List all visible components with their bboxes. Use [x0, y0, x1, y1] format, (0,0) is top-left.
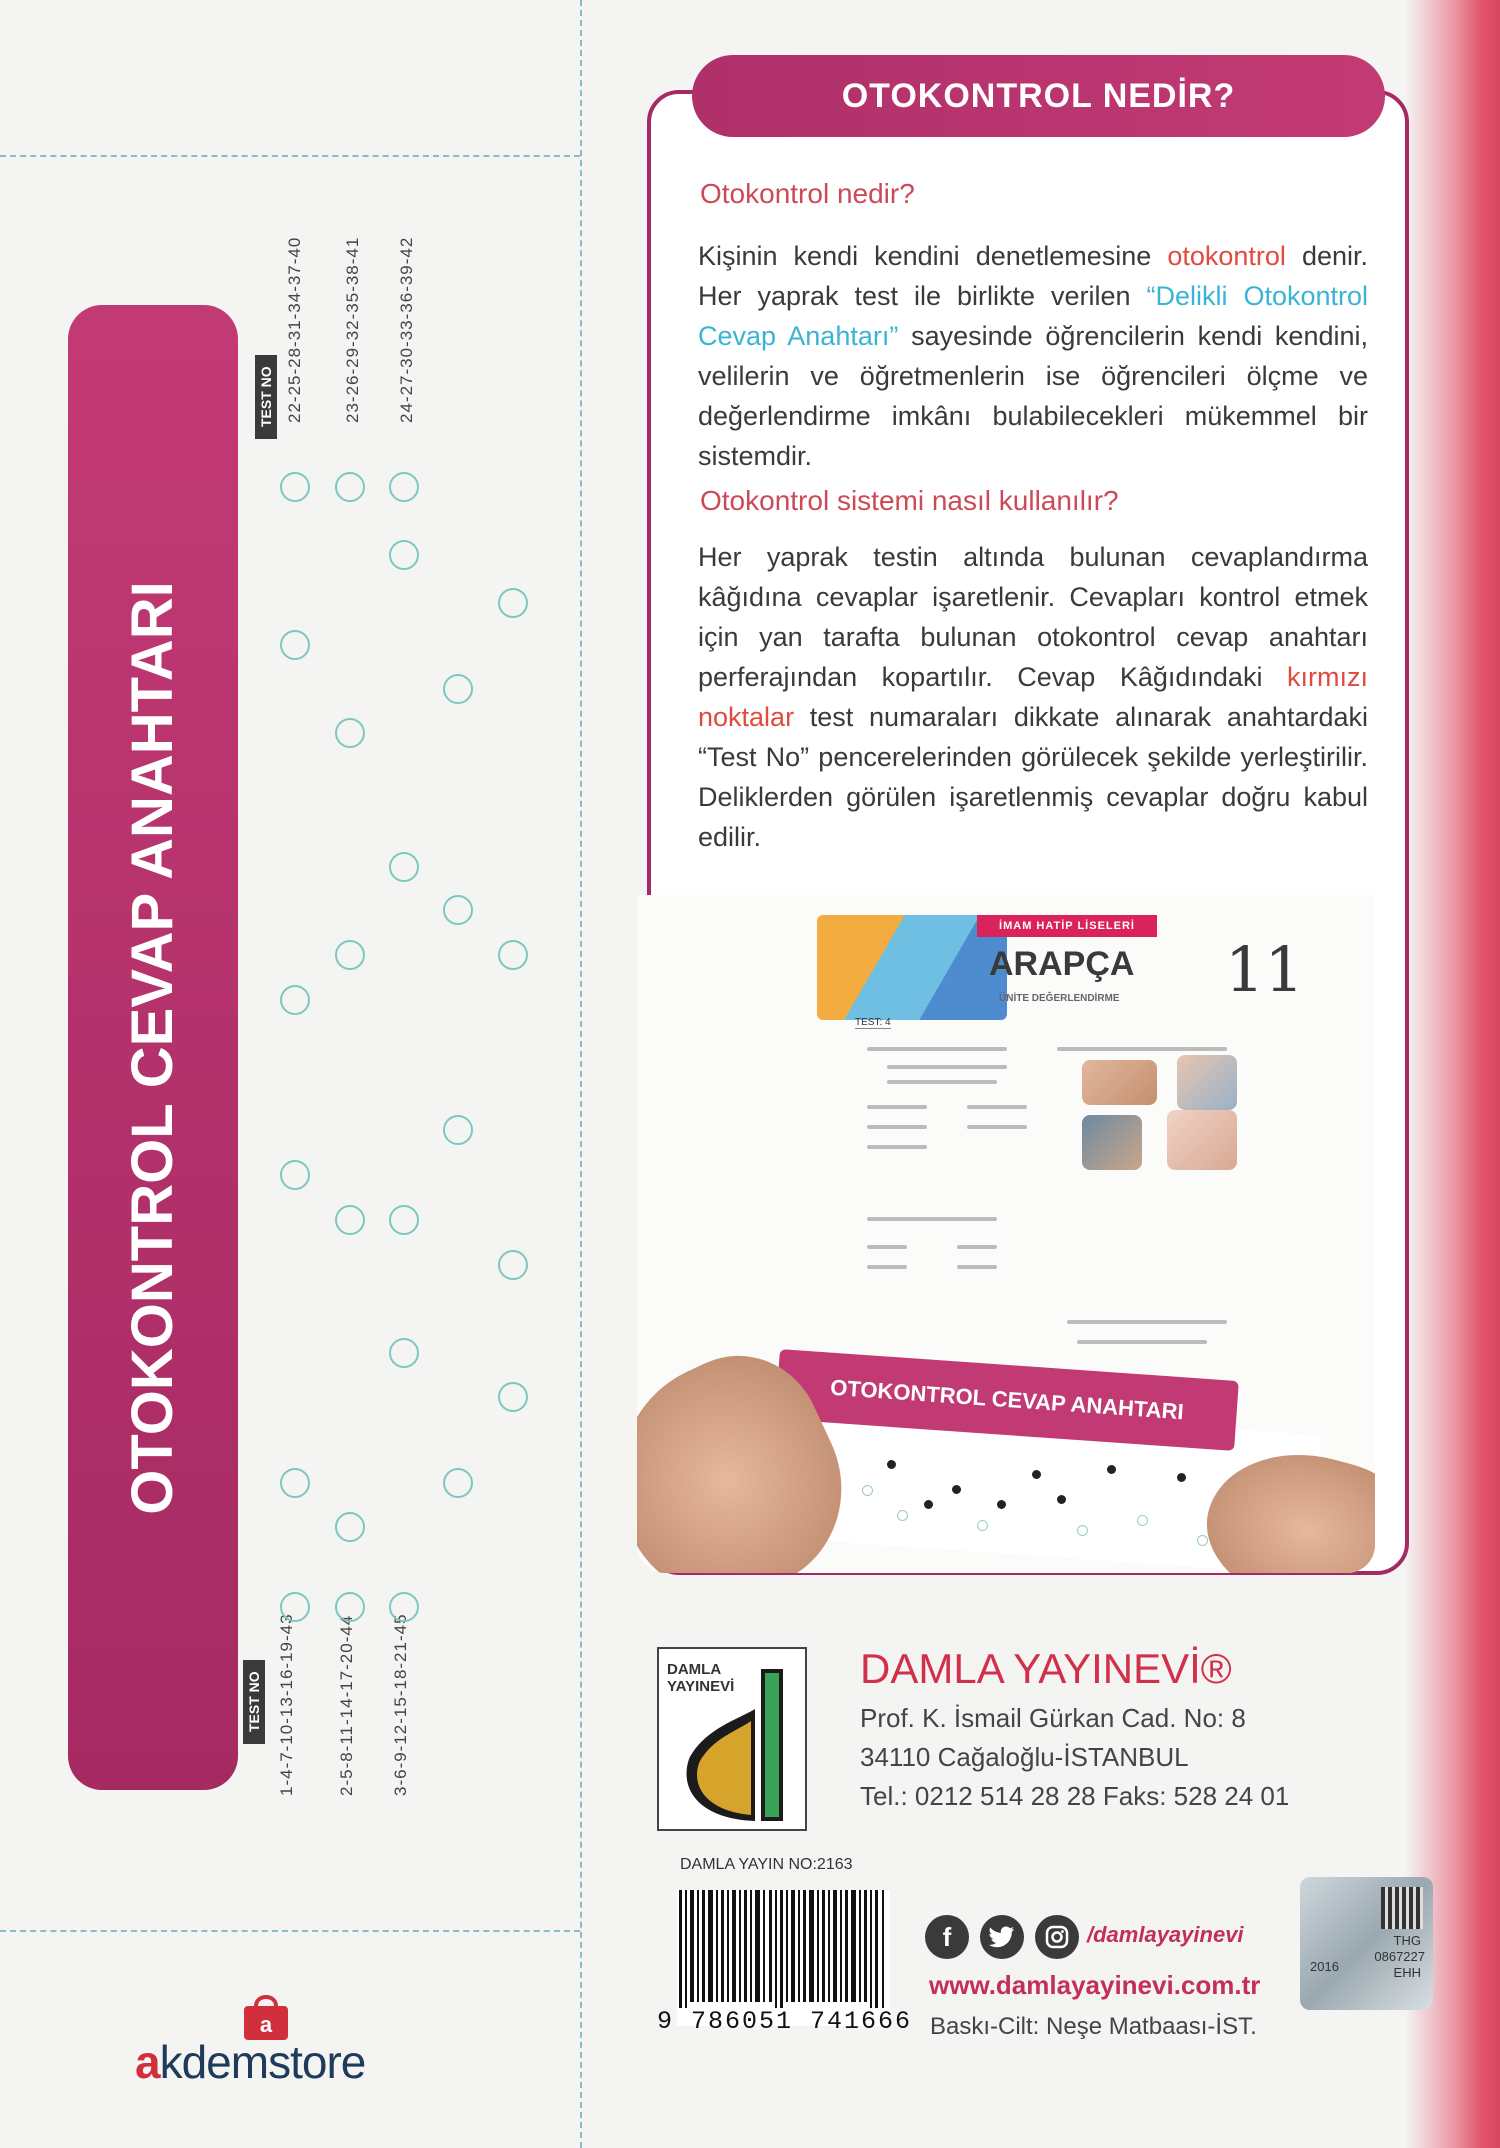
facebook-icon[interactable]: f — [925, 1915, 969, 1959]
empty-hole — [897, 1510, 908, 1521]
publication-number: DAMLA YAYIN NO:2163 — [680, 1856, 853, 1873]
option-line — [867, 1105, 927, 1109]
publisher-phone: Tel.: 0212 514 28 28 Faks: 528 24 01 — [860, 1781, 1290, 1811]
marked-answer-dot — [1177, 1473, 1186, 1482]
marked-answer-dot — [952, 1485, 961, 1494]
sample-test-illustration — [637, 895, 1375, 1573]
question-text-line — [887, 1080, 997, 1084]
hologram-year: 2016 — [1310, 1959, 1339, 1974]
answer-hole — [443, 674, 473, 704]
empty-hole — [1197, 1535, 1208, 1546]
question-text-line — [1067, 1320, 1227, 1324]
marked-answer-dot — [887, 1460, 896, 1469]
publisher-logo — [657, 1647, 807, 1831]
answer-hole — [498, 588, 528, 618]
publisher-address-1: Prof. K. İsmail Gürkan Cad. No: 8 — [860, 1703, 1246, 1733]
answer-hole — [389, 472, 419, 502]
social-handle[interactable]: /damlayayinevi — [1087, 1922, 1244, 1947]
empty-hole — [1137, 1515, 1148, 1526]
option-line — [967, 1105, 1027, 1109]
qr-code-icon — [1381, 1887, 1423, 1929]
marked-answer-dot — [1057, 1495, 1066, 1504]
option-line — [957, 1265, 997, 1269]
isbn-number: 9 786051 741666 — [657, 2007, 913, 2036]
answer-hole — [389, 1592, 419, 1622]
hologram-code-number: 0867227 — [1374, 1949, 1425, 1964]
publisher-address-2: 34110 Cağaloğlu-İSTANBUL — [860, 1742, 1189, 1772]
question-text-line — [1057, 1047, 1227, 1051]
marked-answer-dot — [1107, 1465, 1116, 1474]
answer-hole — [335, 1205, 365, 1235]
hologram-code-thg: THG — [1393, 1933, 1421, 1948]
info-header: OTOKONTROL NEDİR? — [692, 55, 1385, 137]
answer-key-title: OTOKONTROL CEVAP ANAHTARI — [120, 581, 185, 1515]
perforation-vertical — [580, 0, 582, 2148]
series-label: İMAM HATİP LİSELERİ — [977, 915, 1157, 937]
option-line — [867, 1245, 907, 1249]
instagram-icon[interactable] — [1035, 1915, 1079, 1959]
answer-hole — [280, 985, 310, 1015]
question-photo — [1167, 1110, 1237, 1170]
hologram-sticker — [1300, 1877, 1433, 2010]
unit-label: ÜNİTE DEĞERLENDİRME — [999, 993, 1120, 1004]
paragraph-usage: Her yaprak testin altında bulunan cevaplandırma kâğıdına cevaplar işaretlenir. Cevapları kontrol etmek için yan tarafta bulunan otokontrol cevap anahtarı perferajından kopartılır. Cevap Kâğıdındaki kırmızı noktalar test numaraları dikkate alınarak anahtardaki “Test No” pencerelerinden görülecek şekilde yerleştirilir. Deliklerden görülen işaretlenmiş cevaplar doğru kabul edilir. — [698, 542, 1368, 852]
publisher-logo-text: DAMLA YAYINEVİ — [667, 1661, 735, 1695]
answer-hole — [280, 472, 310, 502]
hologram-code-ehh: EHH — [1393, 1965, 1421, 1980]
perforation-bottom — [0, 1930, 580, 1932]
answer-hole — [280, 1592, 310, 1622]
sequence-bottom-1: 1-4-7-10-13-16-19-43 — [277, 1613, 296, 1797]
answer-hole — [498, 940, 528, 970]
answer-hole — [389, 852, 419, 882]
question-text-line — [887, 1065, 1007, 1069]
answer-hole — [498, 1250, 528, 1280]
question-photo — [1082, 1115, 1142, 1170]
grade-number: 11 — [1225, 933, 1304, 1006]
sequence-top-3: 24-27-30-33-36-39-42 — [397, 236, 416, 424]
page-edge-gradient — [1405, 0, 1500, 2148]
answer-hole — [335, 718, 365, 748]
question-how-to-use: Otokontrol sistemi nasıl kullanılır? — [700, 485, 1119, 516]
answer-hole — [389, 1205, 419, 1235]
answer-hole — [443, 895, 473, 925]
barcode-bars-icon — [677, 1890, 890, 2008]
question-what-is: Otokontrol nedir? — [700, 178, 915, 209]
sequence-top-2: 23-26-29-32-35-38-41 — [343, 236, 362, 424]
marked-answer-dot — [997, 1500, 1006, 1509]
answer-hole — [335, 940, 365, 970]
option-line — [957, 1245, 997, 1249]
publisher-name: DAMLA YAYINEVİ® — [860, 1645, 1232, 1692]
empty-hole — [1077, 1525, 1088, 1536]
answer-hole — [335, 1592, 365, 1622]
store-logo-text: akdemstore — [135, 2036, 366, 2088]
answer-hole — [280, 1160, 310, 1190]
sequence-bottom-3: 3-6-9-12-15-18-21-45 — [391, 1613, 410, 1797]
twitter-icon[interactable] — [980, 1915, 1024, 1959]
answer-hole — [280, 1468, 310, 1498]
question-text-line — [867, 1217, 997, 1221]
subject-title: ARAPÇA — [989, 945, 1135, 983]
drop-logo-icon — [659, 1649, 805, 1829]
barcode — [677, 1890, 890, 2026]
marked-answer-dot — [924, 1500, 933, 1509]
option-line — [867, 1125, 927, 1129]
website-link[interactable]: www.damlayayinevi.com.tr — [929, 1970, 1261, 2000]
sequence-top-1: 22-25-28-31-34-37-40 — [285, 236, 304, 424]
testno-label-bottom: TEST NO — [243, 1660, 265, 1744]
empty-hole — [862, 1485, 873, 1496]
option-line — [867, 1145, 927, 1149]
answer-hole — [335, 1512, 365, 1542]
answer-hole — [335, 472, 365, 502]
answer-hole — [389, 540, 419, 570]
answer-hole — [443, 1468, 473, 1498]
answer-hole — [498, 1382, 528, 1412]
answer-key-strip-label: OTOKONTROL CEVAP ANAHTARI — [775, 1349, 1239, 1451]
question-text-line — [867, 1047, 1007, 1051]
option-line — [867, 1265, 907, 1269]
svg-text:a: a — [259, 2012, 273, 2037]
question-photo — [1082, 1060, 1157, 1105]
empty-hole — [977, 1520, 988, 1531]
paragraph-definition: Kişinin kendi kendini denetlemesine otokontrol denir. Her yaprak test ile birlikte verilen “Delikli Otokontrol Cevap Anahtarı” sayesinde öğrencilerin kendi kendini, velilerin ve öğretmenlerin ise öğrencileri ölçme ve değerlendirme imkânı bulabilecekleri mükemmel bir sistemdir. — [698, 241, 1368, 471]
question-text-line — [1077, 1340, 1207, 1344]
answer-hole — [443, 1115, 473, 1145]
answer-hole — [280, 630, 310, 660]
test-label: TEST: 4 — [855, 1017, 891, 1028]
print-info: Baskı-Cilt: Neşe Matbaası-İST. — [930, 2013, 1257, 2040]
sequence-bottom-2: 2-5-8-11-14-17-20-44 — [337, 1614, 356, 1796]
option-line — [967, 1125, 1027, 1129]
question-photo — [1177, 1055, 1237, 1110]
testno-label-top: TEST NO — [255, 355, 277, 439]
answer-hole — [389, 1338, 419, 1368]
perforation-top — [0, 155, 580, 157]
marked-answer-dot — [1032, 1470, 1041, 1479]
